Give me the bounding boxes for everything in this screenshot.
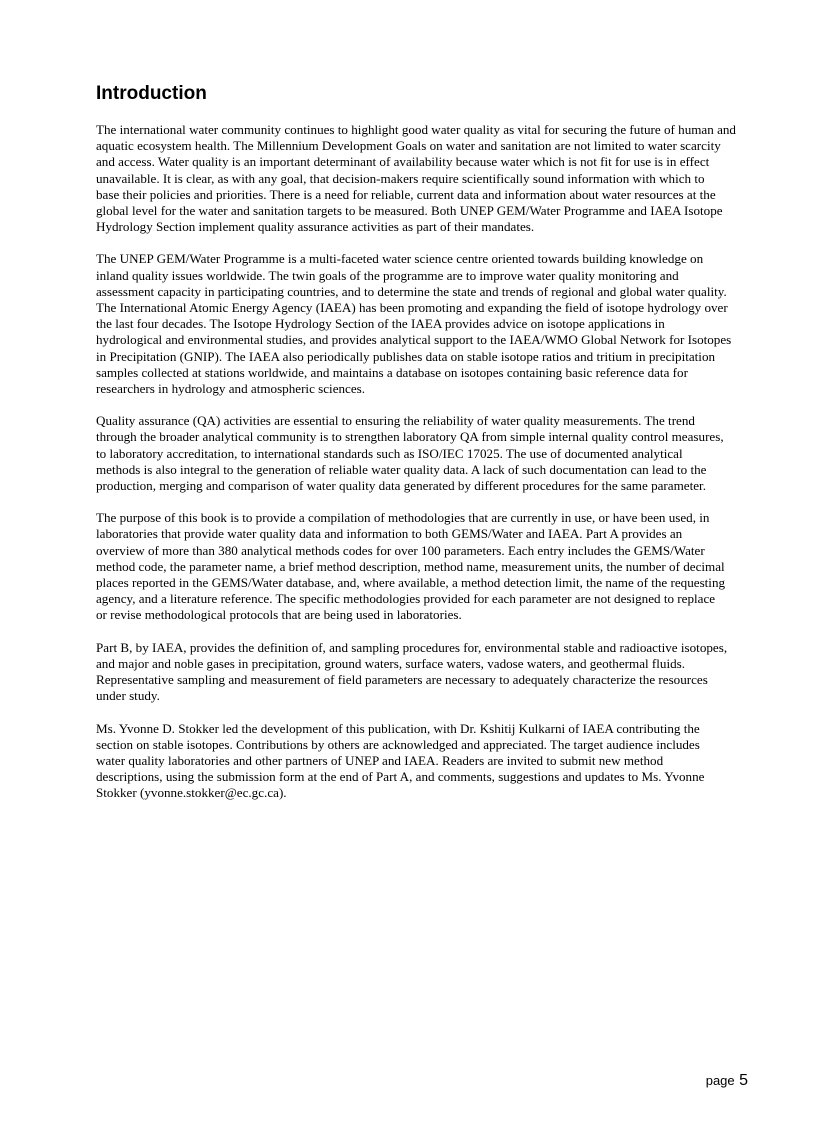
paragraph-acknowledgements: Ms. Yvonne D. Stokker led the development of this publication, with Dr. Kshitij Kulkarni of IAEA contributing the section on stable isotopes. Contributions by others are acknowledged and appreciated. The target audience includes water quality laboratories and other partners of UNEP and IAEA. Readers are invited to submit new method descriptions, using the submission form at the end of Part A, and comments, suggestions and updates to Ms. Yvonne Stokker (yvonne.stokker@ec.gc.ca). bbox=[96, 720, 705, 801]
page-label: page bbox=[705, 1073, 735, 1088]
paragraph-water-quality: The international water community continues to highlight good water quality as vital for securing the future of human and aquatic ecosystem health. The Millennium Development Goals on water and sanitation are not limited to water scarcity and access. Water quality is an important determinant of availability because water which is not fit for use is in effect unavailable. It is clear, as with any goal, that decision-makers require scientifically sound information with which to base their policies and priorities. There is a need for reliable, current data and information about water resources at the global level for the water and sanitation targets to be measured. Both UNEP GEM/Water Programme and IAEA Isotope Hydrology Section implement quality assurance activities as part of their mandates. bbox=[96, 122, 736, 235]
page-number-value: 5 bbox=[739, 1072, 748, 1089]
paragraph-part-b: Part B, by IAEA, provides the definition of, and sampling procedures for, environmental stable and radioactive isotopes, and major and noble gases in precipitation, ground waters, surface waters, vadose waters, and geothermal fluids. Representative sampling and measurement of field parameters are necessary to adequately characterize the resources under study. bbox=[96, 639, 728, 704]
body-text bbox=[96, 122, 756, 818]
section-heading: Introduction bbox=[96, 83, 207, 104]
paragraph-programmes: The UNEP GEM/Water Programme is a multi-faceted water science centre oriented towards building knowledge on inland quality issues worldwide. The twin goals of the programme are to improve water quality monitoring and assessment capacity in participating countries, and to determine the state and trends of regional and global water quality. The International Atomic Energy Agency (IAEA) has been promoting and expanding the field of isotope hydrology over the last four decades. The Isotope Hydrology Section of the IAEA provides advice on isotope applications in hydrological and environmental studies, and provides analytical support to the IAEA/WMO Global Network for Isotopes in Precipitation (GNIP). The IAEA also periodically publishes data on stable isotope ratios and tritium in precipitation samples collected at stations worldwide, and maintains a database on isotopes containing basic reference data for researchers in hydrology and atmospheric sciences. bbox=[96, 251, 732, 397]
paragraph-purpose: The purpose of this book is to provide a compilation of methodologies that are currently in use, or have been used, in laboratories that provide water quality data and information to both GEMS/Water and IAEA. Part A provides an overview of more than 380 analytical methods codes for over 100 parameters. Each entry includes the GEMS/Water method code, the parameter name, a brief method description, method name, measurement units, the number of decimal places reported in the GEMS/Water database, and, where available, a method detection limit, the name of the requesting agency, and a literature reference. The specific methodologies provided for each parameter are not designed to replace or revise methodological protocols that are being used in laboratories. bbox=[96, 510, 726, 623]
paragraph-quality-assurance: Quality assurance (QA) activities are essential to ensuring the reliability of water quality measurements. The trend through the broader analytical community is to strengthen laboratory QA from simple internal quality control measures, to laboratory accreditation, to international standards such as ISO/IEC 17025. The use of documented analytical methods is also integral to the generation of reliable water quality data. A lack of such documentation can lead to the production, merging and comparison of water quality data generated by different procedures for the same parameter. bbox=[96, 413, 724, 494]
page-number bbox=[706, 1072, 748, 1090]
